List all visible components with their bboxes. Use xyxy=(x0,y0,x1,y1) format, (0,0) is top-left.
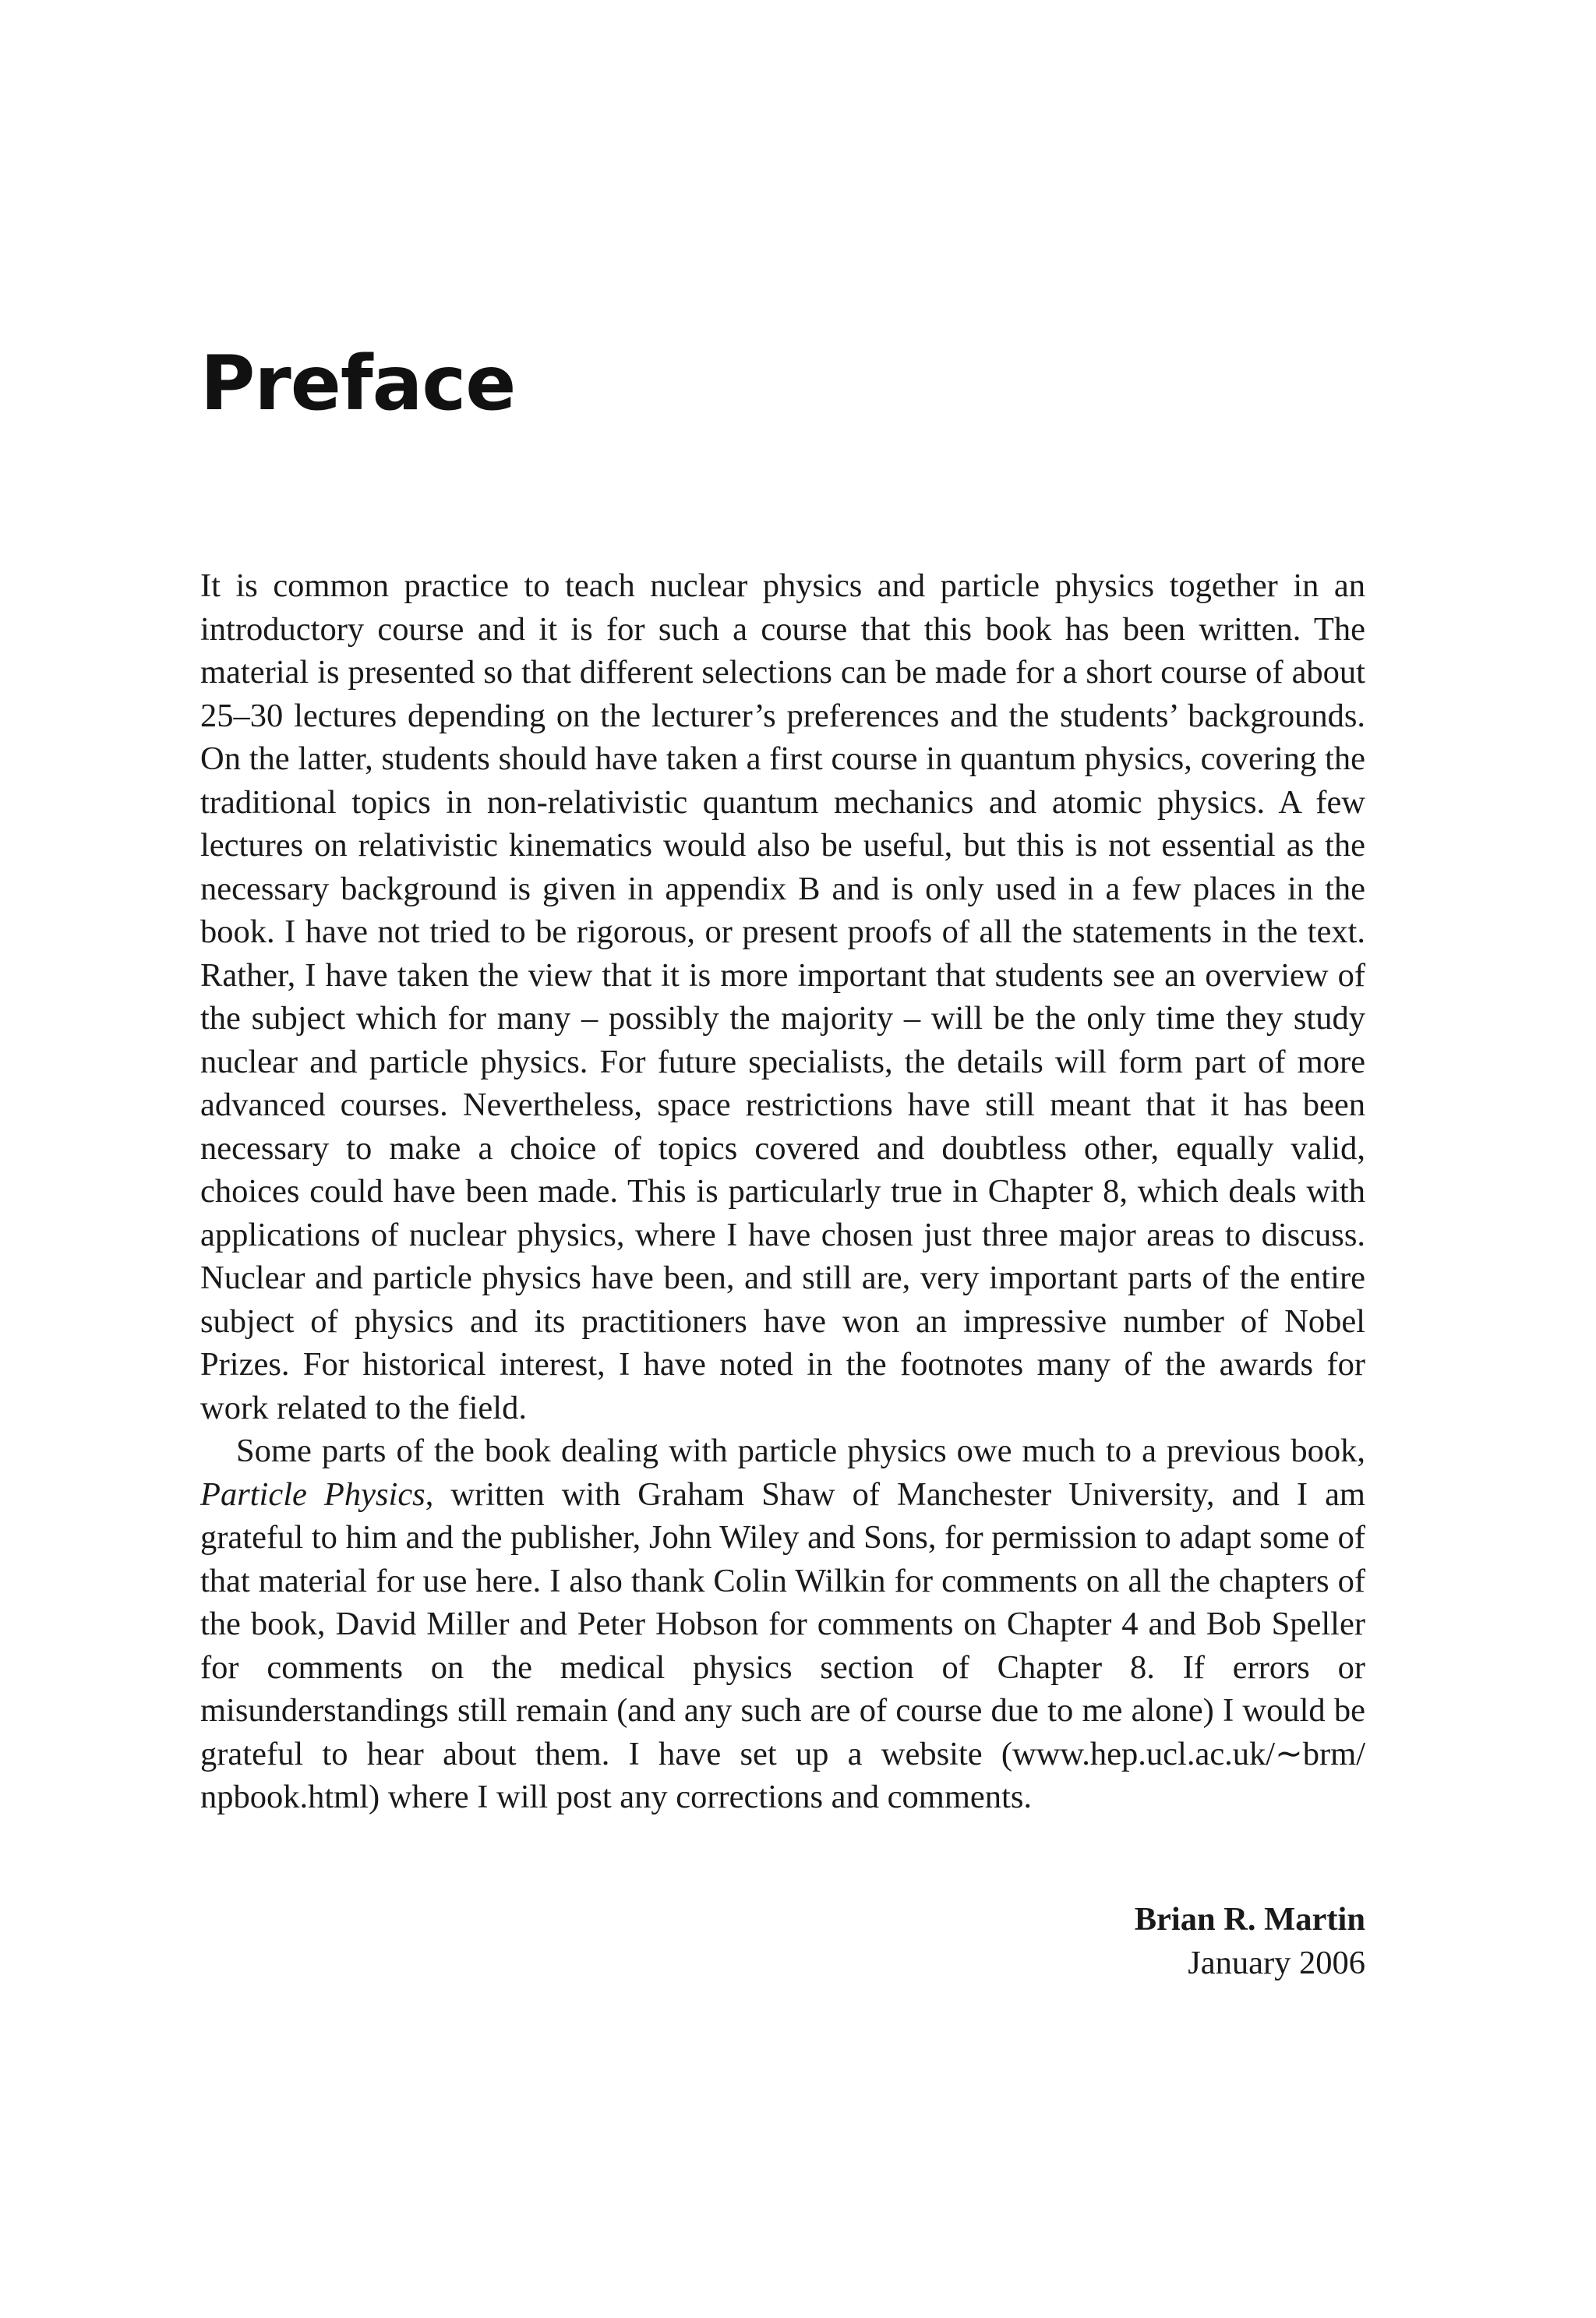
book-title-particle-physics: Particle Physics xyxy=(200,1475,425,1513)
preface-body xyxy=(200,564,1365,1819)
signature-date: January 2006 xyxy=(1188,1944,1365,1981)
paragraph-2-lead: Some parts of the book dealing with particle physics owe much to a previous book, xyxy=(236,1433,1365,1469)
signature-block xyxy=(200,1898,1365,1984)
paragraph-1: It is common practice to teach nuclear physics and particle physics together in an introductory course and it is for such a course that this book has been written. The material is presented so that different selections can be made for a short course of about 25–30 lectures depending on the lecturer’s preferences and the students’ backgrounds. On the latter, students should have taken a first course in quantum physics, covering the traditional topics in non-relativistic quantum mechanics and atomic physics. A few lectures on relativistic kinematics would also be useful, but this is not essential as the necessary background is given in appendix B and is only used in a few places in the book. I have not tried to be rigorous, or present proofs of all the statements in the text. Rather, I have taken the view that it is more important that students see an overview of the subject which for many – possibly the majority – will be the only time they study nuclear and particle physics. For future specialists, the details will form part of more advanced courses. Nevertheless, space restrictions have still meant that it has been necessary to make a choice of topics covered and doubtless other, equally valid, choices could have been made. This is particularly true in Chapter 8, which deals with applications of nuclear physics, where I have chosen just three major areas to discuss. Nuclear and particle physics have been, and still are, very important parts of the entire subject of physics and its practitioners have won an impressive number of Nobel Prizes. For historical interest, I have noted in the footnotes many of the awards for work related to the field. xyxy=(200,567,1365,1426)
author-name: Brian R. Martin xyxy=(1134,1901,1365,1938)
page-title: Preface xyxy=(200,340,516,427)
paragraph-2-rest: , written with Graham Shaw of Manchester University, and I am grateful to him and the publisher, John Wiley and Sons, for permission to adapt some of that material for use here. I also thank Colin Wilkin for comments on all the chapters of the book, David Miller and Peter Hobson for comments on Chapter 4 and Bob Speller for comments on the medical physics section of Chapter 8. If errors or misunderstandings still remain (and any such are of course due to me alone) I would be grateful to hear about them. I have set up a website (www.hep.ucl.ac.uk/∼brm/ npbook.html) where I will post any corrections and comments. xyxy=(200,1475,1365,1815)
paragraph-2 xyxy=(200,1429,1365,1819)
